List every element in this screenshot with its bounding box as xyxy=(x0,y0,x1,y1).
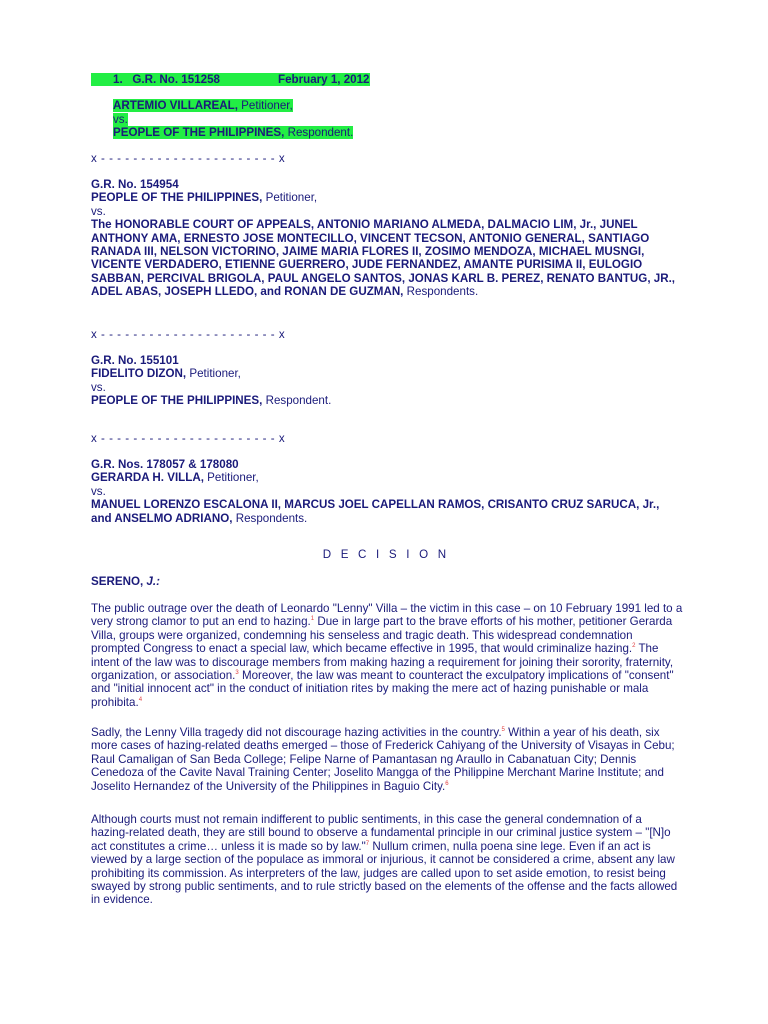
case-header xyxy=(91,73,681,140)
petitioner-name: ARTEMIO VILLAREAL, xyxy=(113,99,238,113)
case-2-versus: vs. xyxy=(91,204,106,218)
separator-2: x - - - - - - - - - - - - - - - - - - - - - - x xyxy=(91,328,286,341)
case-2-respondents: The HONORABLE COURT OF APPEALS, ANTONIO MARIANO ALMEDA, DALMACIO LIM, Jr., JUNEL ANTHONY AMA, ERNESTO JOSE MONTECILLO, VINCENT TECSON, ANTONIO GENERAL, SANTIAGO RANADA III, NELSON VICTORINO, JAIME MARIA FLORES II, ZOSIMO MENDOZA, MICHAEL MUSNGI, VICENTE VERDADERO, ETIENNE GUERRERO, JUDE FERNANDEZ, AMANTE PURISIMA II, EULOGIO SABBAN, PERCIVAL BRIGOLA, PAUL ANGELO SANTOS, JONAS KARL B. PEREZ, RENATO BANTUG, JR., ADEL ABAS, JOSEPH LLEDO, and RONAN DE GUZMAN, xyxy=(91,218,676,299)
footnote-ref-7[interactable]: 7 xyxy=(365,840,370,847)
paragraph-2-text-b: Within a year of his death, six more cases of hazing-related deaths emerged – those of Frederick Cahiyang of the University of Visayas in Cebu; Raul Camaligan of San Beda College; Felipe Narne of Pamantasan ng Araullo in Cabanatuan City; Dennis Cenedoza of the Cavite Naval Training Center; Joselito Mangga of the Philippine Merchant Marine Institute; and Joselito Hernandez of the University of the Philippines in Baguio City. xyxy=(91,726,675,793)
paragraph-3-text-a: Although courts must not remain indifferent to public sentiments, in this case the general condemnation of a hazing-related death, they are still bound to observe a fundamental principle in our criminal justice system – "[N]o act constitutes a crime… unless it is made so by law." xyxy=(91,813,671,853)
case-3-respondent-name: PEOPLE OF THE PHILIPPINES, xyxy=(91,394,263,408)
paragraph-1-text-c: The intent of the law was to discourage members from making hazing a requirement for joining their sorority, fraternity, organization, or association. xyxy=(91,642,674,683)
footnote-ref-4[interactable]: 4 xyxy=(138,696,143,703)
case-4-gr-number: G.R. Nos. 178057 & 178080 xyxy=(91,458,239,471)
paragraph-1-text-b: Due in large part to the brave efforts of his mother, petitioner Gerarda Villa, groups were organized, condemning his senseless and tragic death. This widespread condemnation prompted Congress to enact a special law, which became effective in 1995, that would criminalize hazing. xyxy=(91,615,673,656)
separator-1: x - - - - - - - - - - - - - - - - - - - - - - x xyxy=(91,152,286,165)
case-parties xyxy=(91,99,681,139)
case-2-petitioner-name: PEOPLE OF THE PHILIPPINES, xyxy=(91,191,263,205)
case-2-gr-number: G.R. No. 154954 xyxy=(91,178,179,191)
paragraph-3-text-b: Nullum crimen, nulla poena sine lege. Even if an act is viewed by a large section of the populace as immoral or injurious, it cannot be considered a crime, absent any law prohibiting its commission. As interpreters of the law, judges are called upon to set aside emotion, to resist being swayed by strong public sentiments, and to rule strictly based on the elements of the offense and the facts allowed in evidence. xyxy=(91,839,678,907)
footnote-ref-2[interactable]: 2 xyxy=(632,643,636,650)
case-2-respondents-role: Respondents. xyxy=(403,285,479,299)
case-4 xyxy=(91,458,681,525)
paragraph-2-text-a: Sadly, the Lenny Villa tragedy did not discourage hazing activities in the country. xyxy=(91,726,502,739)
case-4-petitioner-name: GERARDA H. VILLA, xyxy=(91,471,204,485)
case-2 xyxy=(91,178,681,299)
respondent-name: PEOPLE OF THE PHILIPPINES, xyxy=(113,126,285,140)
footnote-ref-6[interactable]: 6 xyxy=(445,780,449,787)
ponente-name: SERENO, xyxy=(91,575,144,588)
case-date: February 1, 2012 xyxy=(277,73,370,86)
case-3-petitioner-role: Petitioner, xyxy=(186,367,241,381)
case-gr-number: G.R. No. 151258 xyxy=(132,73,220,86)
case-4-respondents-role: Respondents. xyxy=(232,511,308,525)
footnote-ref-5[interactable]: 5 xyxy=(501,727,505,734)
case-4-respondents: MANUEL LORENZO ESCALONA II, MARCUS JOEL CAPELLAN RAMOS, CRISANTO CRUZ SARUCA, Jr., and ANSELMO ADRIANO, xyxy=(91,498,660,525)
petitioner-role: Petitioner, xyxy=(237,99,293,113)
case-3-respondent-role: Respondent. xyxy=(262,394,332,408)
footnote-ref-1[interactable]: 1 xyxy=(310,616,315,623)
case-4-versus: vs. xyxy=(91,484,106,498)
case-4-petitioner-role: Petitioner, xyxy=(203,471,259,485)
decision-title: D E C I S I O N xyxy=(322,548,450,561)
paragraph-1 xyxy=(91,602,683,709)
case-3-gr-number: G.R. No. 155101 xyxy=(91,354,179,367)
paragraph-2 xyxy=(91,726,683,793)
respondent-role: Respondent. xyxy=(284,126,354,140)
case-3-petitioner-name: FIDELITO DIZON, xyxy=(91,367,187,381)
ponente xyxy=(91,575,681,588)
paragraph-1-text-a: The public outrage over the death of Leonardo "Lenny" Villa – the victim in this case – on 10 February 1991 led to a very strong clamor to put an end to hazing. xyxy=(91,602,683,629)
separator-3: x - - - - - - - - - - - - - - - - - - - - - - x xyxy=(91,432,286,445)
versus-label: vs. xyxy=(113,112,128,126)
case-number-line xyxy=(91,73,681,86)
paragraph-1-text-d: Moreover, the law was meant to counteract the exculpatory implications of "consent" and "initial innocent act" in the conduct of initiation rites by making the mere act of hazing punishable or mala prohibita. xyxy=(91,669,674,709)
paragraph-3 xyxy=(91,813,683,907)
footnote-ref-3[interactable]: 3 xyxy=(235,670,239,677)
case-3 xyxy=(91,354,681,408)
case-2-petitioner-role: Petitioner, xyxy=(262,191,318,205)
ponente-title: J.: xyxy=(143,575,160,588)
case-3-versus: vs. xyxy=(91,380,106,394)
case-number: 1. xyxy=(113,73,123,86)
